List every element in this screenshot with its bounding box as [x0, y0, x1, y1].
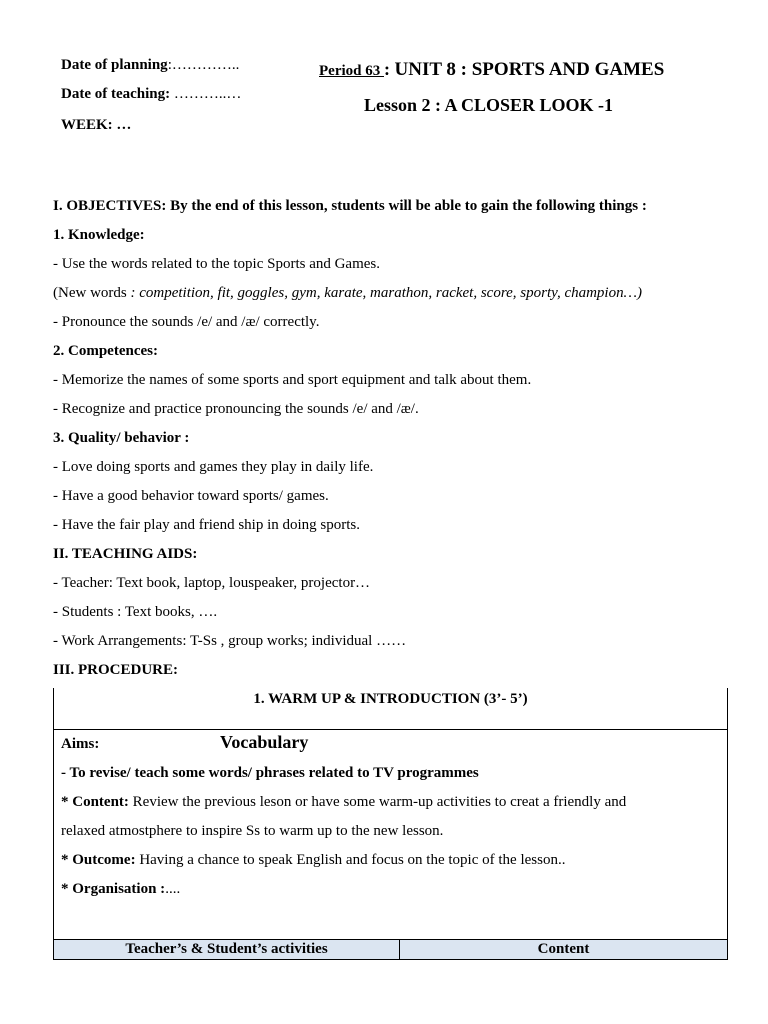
procedure-heading: III. PROCEDURE:	[53, 662, 179, 678]
organisation-label: * Organisation :	[61, 881, 166, 897]
warmup-title: 1. WARM UP & INTRODUCTION (3’- 5’)	[253, 691, 528, 707]
organisation-text: ....	[165, 881, 181, 897]
unit-title: UNIT 8 : SPORTS AND GAMES	[394, 59, 665, 80]
week-label: WEEK: …	[61, 117, 132, 133]
quality-heading: 3. Quality/ behavior :	[53, 430, 190, 446]
aims-label: Aims:	[61, 736, 100, 752]
content-text-continued: relaxed atmostphere to inspire Ss to warm up to the new lesson.	[61, 823, 444, 839]
outcome-text: Having a chance to speak English and focus on the topic of the lesson..	[135, 852, 566, 868]
date-of-planning-value: :…………..	[167, 57, 240, 73]
objectives-heading: I. OBJECTIVES: By the end of this lesson, students will be able to gain the following things :	[53, 198, 647, 214]
warmup-title-cell	[53, 688, 728, 729]
knowledge-item: - Pronounce the sounds /e/ and /æ/ correctly.	[53, 314, 320, 330]
aims-value: Vocabulary	[220, 732, 309, 752]
content-label: * Content:	[61, 794, 129, 810]
quality-item: - Have the fair play and friend ship in doing sports.	[53, 517, 361, 533]
lesson-title: Lesson 2 : A CLOSER LOOK -1	[364, 95, 614, 115]
content-text: Review the previous leson or have some warm-up activities to creat a friendly and	[128, 794, 627, 810]
content-line	[61, 793, 626, 811]
date-of-teaching	[61, 85, 241, 103]
competences-heading: 2. Competences:	[53, 343, 158, 359]
aids-item: - Teacher: Text book, laptop, louspeaker, projector…	[53, 575, 371, 591]
column-header-activities: Teacher’s & Student’s activities	[54, 940, 400, 959]
outcome-line	[61, 851, 565, 869]
competence-item: - Memorize the names of some sports and sport equipment and talk about them.	[53, 372, 532, 388]
knowledge-item: - Use the words related to the topic Sports and Games.	[53, 256, 381, 272]
column-header-content: Content	[537, 941, 590, 957]
outcome-label: * Outcome:	[61, 852, 136, 868]
period-label: Period 63	[319, 63, 384, 79]
date-of-planning	[61, 56, 239, 74]
quality-item: - Love doing sports and games they play in daily life.	[53, 459, 374, 475]
teaching-aids-heading: II. TEACHING AIDS:	[53, 546, 198, 562]
aims-cell	[53, 729, 728, 940]
date-of-planning-label: Date of planning	[61, 57, 168, 73]
date-of-teaching-label: Date of teaching:	[61, 86, 171, 102]
new-words	[53, 284, 642, 302]
date-of-teaching-value: ………..…	[170, 86, 242, 102]
new-words-list: : competition, fit, goggles, gym, karate, marathon, racket, score, sporty, champion…)	[130, 285, 642, 301]
title-separator: :	[384, 59, 395, 79]
aids-item: - Work Arrangements: T-Ss , group works; individual ……	[53, 633, 407, 649]
organisation-line	[61, 880, 180, 898]
aims-revise: - To revise/ teach some words/ phrases related to TV programmes	[61, 765, 479, 781]
page-title	[319, 57, 664, 83]
knowledge-heading: 1. Knowledge:	[53, 227, 145, 243]
new-words-prefix: (New words	[53, 285, 131, 301]
aids-item: - Students : Text books, ….	[53, 604, 218, 620]
competence-item: - Recognize and practice pronouncing the sounds /e/ and /æ/.	[53, 401, 419, 417]
quality-item: - Have a good behavior toward sports/ games.	[53, 488, 329, 504]
activities-header-row	[53, 939, 728, 960]
